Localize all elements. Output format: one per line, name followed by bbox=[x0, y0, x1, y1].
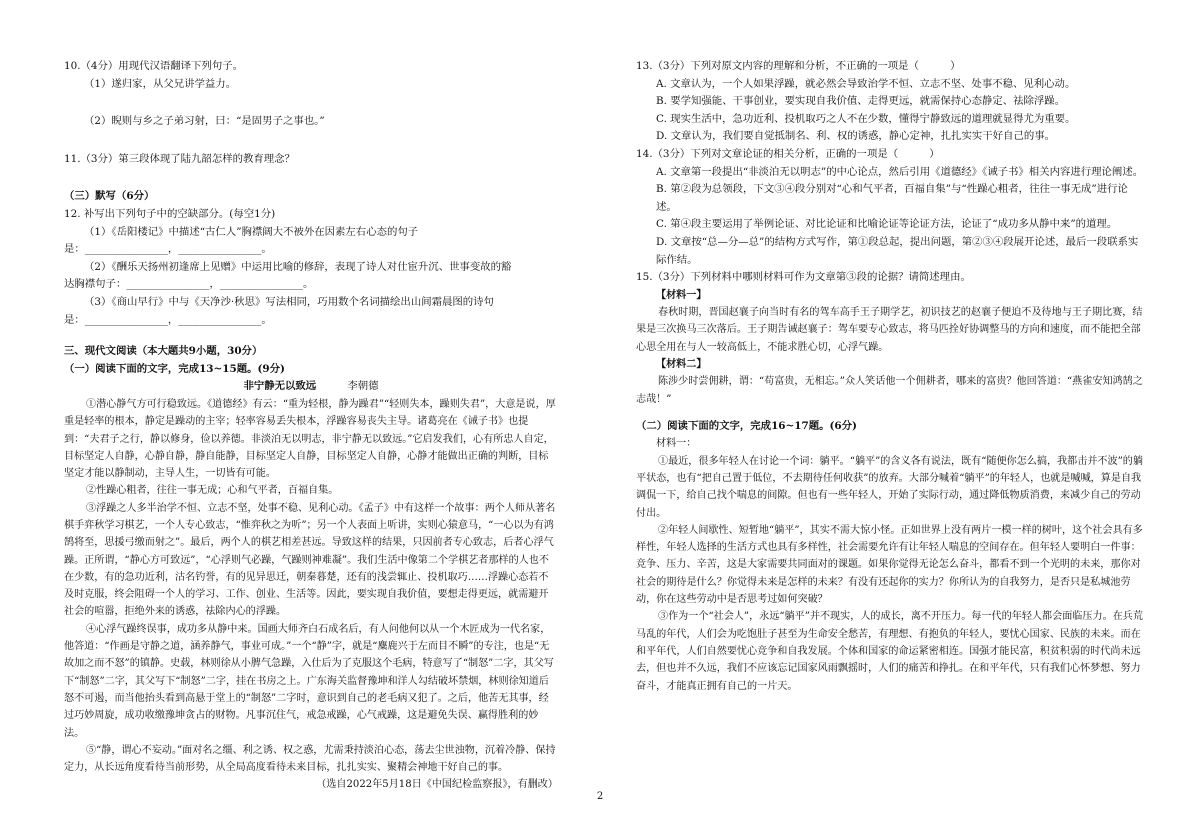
article-paragraph-2: ②性躁心粗者，往往一事无成；心和气平者，百福自集。 bbox=[86, 485, 339, 497]
q14-option-a: A. 文章第一段提出“非淡泊无以明志”的中心论点，然后引用《道德经》《诫子书》相关内容进行理论阐述。 bbox=[656, 165, 1144, 178]
q15-title: 15.（3分）下列材料中哪则材料可作为文章第③段的论据？请简述理由。 bbox=[636, 271, 971, 284]
section-3-title: （三）默写（6分） bbox=[64, 190, 155, 203]
right-column bbox=[636, 58, 1146, 695]
q10-item-2: （2）睨则与乡之子弟习射，曰：“是固男子之事也。” bbox=[84, 115, 325, 128]
article-paragraph-5: ⑤“静，谓心不妄动。”面对名之缰、利之诱、权之惑，尤需秉持淡泊心态，荡去尘世浊物，沉着冷静、保持定力，从长远角度看待当前形势，从全局高度看待未来目标，扎扎实实、聚精会神地干好自己的事。 bbox=[64, 744, 556, 774]
q13-title: 13.（3分）下列对原文内容的理解和分析，不正确的一项是（ ） bbox=[636, 60, 961, 72]
part-3-title: 三、现代文阅读（本大题共9小题，30分） bbox=[64, 345, 263, 358]
q14-option-d: D. 文章按“总—分—总”的结构方式写作，第①段总起，提出问题，第②③④段展开论述，最后一段联系实际作结。 bbox=[656, 235, 1139, 266]
q10-item-1: （1）遂归家，从父兄讲学益力。 bbox=[84, 77, 237, 90]
material-1-text: 春秋时期，晋国赵襄子向当时有名的驾车高手王子期学艺，初识技艺的赵襄子便迫不及待地与王子期比赛，结果是三次换马三次落后。王子期告诫赵襄子：驾车要专心致志，将马匹拴好协调整马的方向和速度，而不能把全部心思全用在与人一较高低上，不能求胜心切，心浮气躁。 bbox=[636, 307, 1143, 353]
q12-item-2: （2）《酬乐天扬州初逢席上见赠》中运用比喻的修辞，表现了诗人对仕宦升沉、世事变故的豁 bbox=[84, 260, 512, 273]
q12-item-3: （3）《商山早行》中与《天净沙·秋思》写法相同，巧用数个名词描绘出山间霜晨图的诗句 bbox=[84, 295, 494, 308]
material-2-label: 【材料二】 bbox=[656, 358, 707, 370]
q11: 11.（3分）第三段体现了陆九韶怎样的教育理念？ bbox=[64, 152, 295, 165]
article-title: 非宁静无以致远 bbox=[243, 380, 317, 393]
q10-title: 10.（4分）用现代汉语翻译下列句子。 bbox=[64, 60, 243, 72]
q13-option-c: C. 现实生活中，急功近利、投机取巧之人不在少数，懂得宁静致远的道理就显得尤为重要。 bbox=[656, 112, 1076, 125]
q12-item-1-blank: 是：________________，________________。 bbox=[64, 243, 272, 256]
material-2-text: 陈涉少时尝佣耕，谓：“苟富贵，无相忘。”众人笑话他一个佣耕者，哪来的富贵？他回答道：“燕雀安知鸿鹄之志哉！” bbox=[636, 376, 1143, 405]
q13-option-a: A. 文章认为，一个人如果浮躁，就必然会导致治学不恒、立志不坚、处事不稳、见利心动。 bbox=[656, 77, 1076, 90]
article-source: （选自2022年5月18日《中国纪检监察报》，有删改） bbox=[316, 779, 558, 791]
article-paragraph-4: ④心浮气躁终误事，成功多从静中来。国画大师齐白石成名后，有人问他何以从一个木匠成为一代名家，他答道：“作画是守静之道，涵养静气，事业可成。”一个“静”字，就是“麋鹿兴于左而目不瞬”的专注，也是“无故加之而不怒”的镇静。史载，林则徐从小脾气急躁，入仕后为了克服这个毛病，特意写了“制怒”二字，其父写下“制怒”二字，其父写下“制怒”二字，挂在书房之上。广东海关监督豫坤和洋人勾结破坏禁烟，林则徐知道后怒不可遏，而当他抬头看到高悬于堂上的“制怒”二字时，意识到自己的老毛病又犯了。之后，他苦无其事，经过巧妙周旋，成功收缴豫坤贪占的财物。凡事沉住气，戒急戒躁，心气戒躁，这是避免失误、赢得胜利的妙法。 bbox=[64, 623, 554, 739]
page-number: 2 bbox=[596, 791, 604, 802]
q13-option-d: D. 文章认为，我们要自觉抵制名、利、权的诱惑，静心定神，扎扎实实干好自己的事。 bbox=[656, 130, 1056, 143]
article-paragraph-3: ③浮躁之人多半治学不恒、立志不坚，处事不稳、见利心动。《孟子》中有这样一个故事：两个人师从著名棋手弈秋学习棋艺，一个人专心致志，“惟弈秋之为听”；另一个人表面上听讲，实则心猿意马，“一心以为有鸿鹄将至，思援弓缴而射之”。最后，两个人的棋艺相差甚远。导致这样的结果，只因前者专心致志，后者心浮气躁。正所谓，“静心方可致远”，“心浮则气必躁，气躁则神难凝”。我们生活中像第二个学棋艺者那样的人也不在少数，有的急功近利，沽名钓誉，有的见异思迁，朝秦暮楚，还有的浅尝辄止、投机取巧……浮躁心态若不及时克服，终会阻碍一个人的学习、工作、创业、生活等。因此，要实现自我价值，要想走得更远，就需避开社会的喧嚣，拒绝外来的诱惑，祛除内心的浮躁。 bbox=[64, 502, 556, 618]
article-author: 李朝德 bbox=[347, 380, 379, 393]
q12-item-3-blank: 是：________________，________________。 bbox=[64, 313, 272, 326]
section-2-title: （二）阅读下面的文字，完成16~17题。(6分) bbox=[636, 419, 857, 432]
section-2-paragraph-3: ③作为一个“社会人”，永远“躺平”并不现实，人的成长，离不开压力。每一代的年轻人都会面临压力。在兵荒马乱的年代，人们会为吃饱肚子甚至为生命安全愁苦，有理想、有抱负的年轻人，要忧心国家、民族的未来。而在和平年代，人们自然要忧心竞争和自我发展。个体和国家的命运紧密相连。国强才能民富，积贫积弱的时代尚未远去，但也并不久远，我们不应该忘记国家风雨飘摇时，人们的痛苦和挣扎。在和平年代，只有我们心怀梦想、努力奋斗，才能真正拥有自己的一片天。 bbox=[636, 611, 1143, 692]
article-paragraph-1: ①潜心静气方可行稳致远。《道德经》有云：“重为轻根，静为躁君”“轻则失本，躁则失君”，大意是说，厚重是轻率的根本，静定是躁动的主宰；轻率容易丢失根本，浮躁容易丧失主导。诸葛亮在《诫子书》也提到：“夫君子之行，静以修身，俭以养德。非淡泊无以明志，非宁静无以致远。”它启发我们，心有所忠人自定，目标坚定人自静，心静自静，静自能静，目标坚定人自静，目标坚定人自静，心静才能做出正确的判断，目标坚定才能以静制动，主导人生，一切皆有可能。 bbox=[64, 398, 556, 480]
q13-option-b: B. 要学知强能、干事创业，要实现自我价值、走得更远，就需保持心态静定、祛除浮躁。 bbox=[656, 95, 1066, 108]
section-2-material-1-label: 材料一： bbox=[656, 438, 697, 450]
left-column bbox=[64, 58, 558, 794]
section-2-paragraph-1: ①最近，很多年轻人在讨论一个词：躺平。“躺平”的含义各有说法，既有“随便你怎么搞，我都击并不波”的躺平状态，也有“把自己置于低位，不去期待任何收获”的放弃。大部分喊着“躺平”的年轻人，也就是喊喊，算是自我调侃一下，给自己找个喘息的间隙。但也有一些年轻人，开始了实际行动，通过降低物质消费，来减少自己的劳动付出。 bbox=[636, 455, 1143, 519]
q12-item-2-blank: 达胸襟句子：________________，________________。 bbox=[64, 278, 314, 291]
q14-option-c: C. 第④段主要运用了举例论证、对比论证和比喻论证等论证方法，论证了“成功多从静中来”的道理。 bbox=[656, 218, 1118, 231]
q14-title: 14.（3分）下列对文章论证的相关分析，正确的一项是（ ） bbox=[636, 147, 940, 160]
material-1-label: 【材料一】 bbox=[656, 289, 707, 301]
q12-item-1: （1）《岳阳楼记》中描述“古仁人”胸襟阔大不被外在因素左右心态的句子 bbox=[84, 225, 419, 238]
part-3-subtitle: （一）阅读下面的文字，完成13~15题。(9分) bbox=[64, 362, 285, 375]
article-heading bbox=[64, 378, 558, 396]
q14-option-b: B. 第②段为总领段，下文③④段分别对“心和气平者，百福自集”与“性躁心粗者，往往一事无成”进行论述。 bbox=[656, 183, 1128, 213]
q12-title: 12. 补写出下列句子中的空缺部分。(每空1分) bbox=[64, 207, 276, 220]
section-2-paragraph-2: ②年轻人间歇性、短暂地“躺平”，其实不需大惊小怪。正如世界上没有两片一模一样的树叶，这个社会具有多样性，年轻人选择的生活方式也具有多样性，社会需要允许有让年轻人喘息的空间存在。但年轻人要明白一件事：竞争、压力、辛苦，这是大家需要共同面对的课题。如果你觉得无论怎么奋斗，都看不到一个光明的未来，那你对社会的期待是什么？你觉得未来是怎样的未来？有没有还起你的实力？你所认为的自我努力，是否只是私城池劳动，你在这些劳动中是否思考过如何突破？ bbox=[636, 524, 1143, 606]
